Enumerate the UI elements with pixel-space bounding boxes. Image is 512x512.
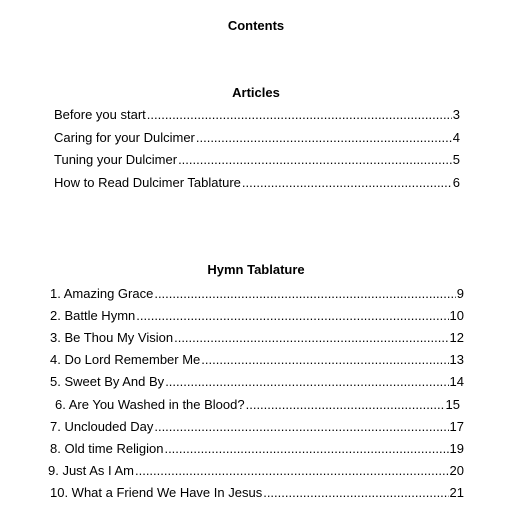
leader-dots — [178, 149, 452, 171]
toc-entry-page: 14 — [449, 374, 464, 389]
leader-dots — [136, 305, 448, 327]
toc-entry-label: Tuning your Dulcimer — [54, 152, 178, 167]
toc-entry-page: 6 — [452, 175, 460, 190]
leader-dots — [242, 172, 452, 194]
section-heading-articles: Articles — [232, 85, 280, 100]
toc-entry-page: 17 — [449, 419, 464, 434]
toc-entry-label: 10. What a Friend We Have In Jesus — [50, 485, 263, 500]
toc-entry-page: 10 — [449, 308, 464, 323]
toc-entry-label: 1. Amazing Grace — [50, 286, 154, 301]
leader-dots — [246, 394, 445, 416]
toc-entry-page: 3 — [452, 107, 460, 122]
toc-entry[interactable] — [50, 438, 464, 460]
page-title: Contents — [227, 18, 285, 33]
leader-dots — [201, 349, 448, 371]
leader-dots — [164, 438, 448, 460]
toc-entry[interactable] — [50, 305, 464, 327]
toc-entry-page: 4 — [452, 130, 460, 145]
toc-entry[interactable] — [50, 283, 464, 305]
toc-entry-label: 6. Are You Washed in the Blood? — [55, 397, 245, 412]
toc-entry-page: 20 — [449, 463, 464, 478]
toc-entry-label: 5. Sweet By And By — [50, 374, 165, 389]
toc-entry-label: 8. Old time Religion — [50, 441, 164, 456]
leader-dots — [165, 371, 448, 393]
leader-dots — [154, 283, 455, 305]
toc-entry[interactable] — [50, 349, 464, 371]
toc-entry-page: 13 — [449, 352, 464, 367]
toc-entry[interactable] — [54, 149, 460, 171]
toc-entry-page: 5 — [452, 152, 460, 167]
toc-entry-page: 15 — [445, 397, 460, 412]
toc-entry-label: 2. Battle Hymn — [50, 308, 136, 323]
leader-dots — [135, 460, 449, 482]
toc-entry-page: 21 — [449, 485, 464, 500]
toc-entry-label: 3. Be Thou My Vision — [50, 330, 174, 345]
leader-dots — [196, 127, 452, 149]
leader-dots — [174, 327, 448, 349]
toc-entry-label: Caring for your Dulcimer — [54, 130, 195, 145]
toc-entry[interactable] — [50, 327, 464, 349]
toc-entry[interactable] — [54, 127, 460, 149]
toc-entry[interactable] — [50, 371, 464, 393]
toc-entry[interactable] — [54, 172, 460, 194]
section-heading-hymn-tablature: Hymn Tablature — [207, 262, 305, 277]
toc-entry-page: 9 — [456, 286, 464, 301]
leader-dots — [154, 416, 448, 438]
toc-entry-page: 12 — [449, 330, 464, 345]
toc-entry-label: Before you start — [54, 107, 146, 122]
toc-entry-label: 4. Do Lord Remember Me — [50, 352, 201, 367]
toc-entry-page: 19 — [449, 441, 464, 456]
toc-entry[interactable] — [55, 394, 460, 416]
toc-entry-label: 7. Unclouded Day — [50, 419, 154, 434]
toc-entry[interactable] — [54, 104, 460, 126]
leader-dots — [263, 482, 448, 504]
toc-entry[interactable] — [50, 416, 464, 438]
toc-entry[interactable] — [48, 460, 464, 482]
toc-entry[interactable] — [50, 482, 464, 504]
toc-entry-label: How to Read Dulcimer Tablature — [54, 175, 241, 190]
leader-dots — [147, 104, 452, 126]
toc-entry-label: 9. Just As I Am — [48, 463, 134, 478]
